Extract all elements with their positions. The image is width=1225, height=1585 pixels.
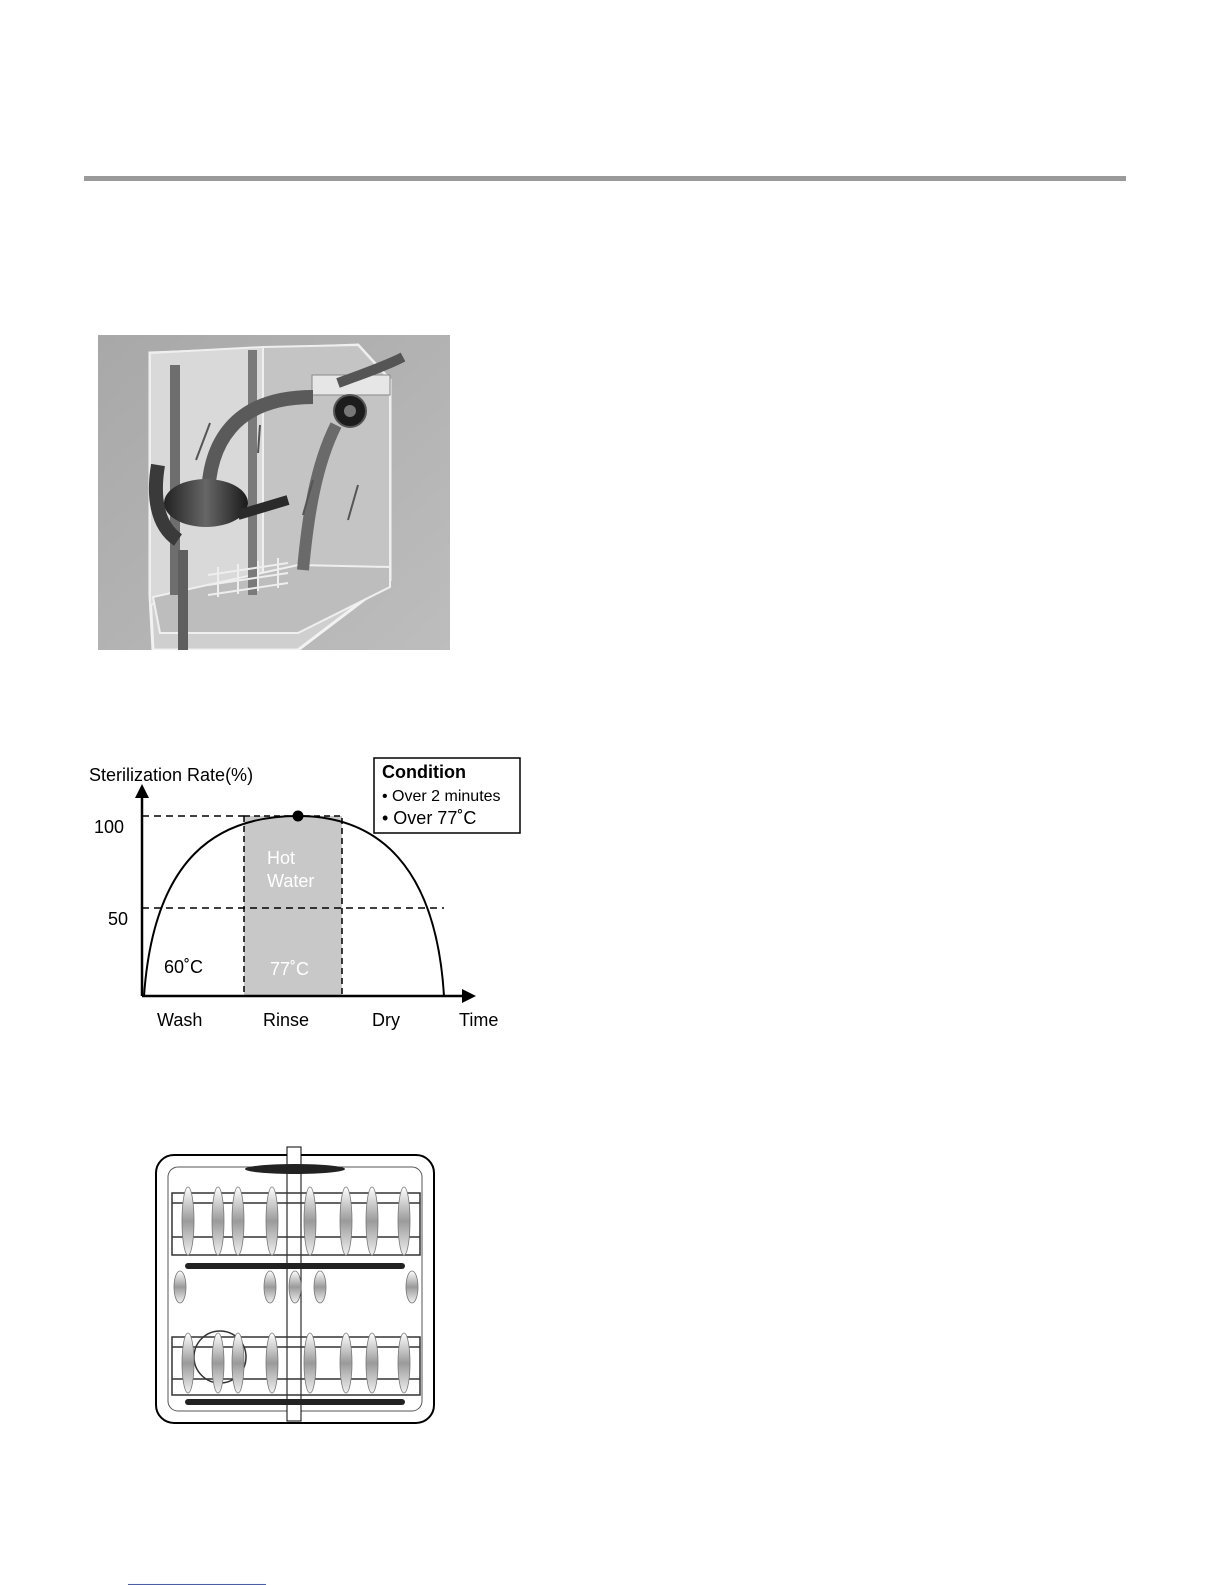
section-divider bbox=[84, 176, 1126, 181]
peak-marker bbox=[293, 811, 304, 822]
sterilization-chart bbox=[84, 752, 524, 1042]
dryer-airflow-illustration bbox=[98, 335, 450, 650]
spray-jet bbox=[406, 1271, 418, 1303]
spray-jet bbox=[304, 1187, 316, 1255]
fan-hub bbox=[344, 405, 356, 417]
spray-jet bbox=[182, 1333, 194, 1393]
dryer-airflow-svg bbox=[98, 335, 450, 650]
spray-jet bbox=[232, 1187, 244, 1255]
spray-arm-illustration bbox=[150, 1145, 440, 1430]
x-axis-label: Time bbox=[459, 1010, 499, 1030]
hot-water-label-line2: Water bbox=[267, 871, 315, 891]
footer-link-underline bbox=[128, 1573, 266, 1585]
x-axis-arrow bbox=[462, 989, 476, 1003]
bottom-spray-arm bbox=[185, 1399, 405, 1405]
condition-item-1: • Over 2 minutes bbox=[382, 788, 501, 805]
x-category-dry: Dry bbox=[372, 1010, 400, 1030]
spray-jet bbox=[340, 1333, 352, 1393]
spray-jet bbox=[340, 1187, 352, 1255]
x-category-wash: Wash bbox=[157, 1010, 203, 1030]
middle-spray-arm bbox=[185, 1263, 405, 1269]
spray-jet bbox=[266, 1333, 278, 1393]
hot-water-label-line1: Hot bbox=[267, 848, 296, 868]
y-tick-100: 100 bbox=[94, 817, 125, 837]
heater-drum bbox=[164, 479, 248, 527]
spray-jet bbox=[266, 1187, 278, 1255]
wash-temp-label: 60˚C bbox=[164, 957, 204, 977]
spray-jet bbox=[264, 1271, 276, 1303]
rinse-temp-label: 77˚C bbox=[270, 959, 310, 979]
y-axis-arrow bbox=[135, 784, 149, 798]
condition-item-2: • Over 77˚C bbox=[382, 808, 477, 828]
spray-jet bbox=[182, 1187, 194, 1255]
spray-arm-svg bbox=[150, 1145, 440, 1430]
x-category-rinse: Rinse bbox=[263, 1010, 310, 1030]
spray-jet bbox=[366, 1187, 378, 1255]
top-spray-arm bbox=[245, 1164, 345, 1174]
center-post bbox=[248, 350, 257, 595]
spray-jet bbox=[212, 1333, 224, 1393]
spray-jet bbox=[366, 1333, 378, 1393]
y-axis-label: Sterilization Rate(%) bbox=[89, 765, 254, 785]
spray-jet bbox=[212, 1187, 224, 1255]
spray-jet bbox=[314, 1271, 326, 1303]
spray-jet bbox=[174, 1271, 186, 1303]
sterilization-chart-svg bbox=[84, 752, 524, 1042]
spray-jet bbox=[232, 1333, 244, 1393]
spray-jet bbox=[289, 1271, 301, 1303]
spray-jet bbox=[398, 1333, 410, 1393]
spray-jet bbox=[304, 1333, 316, 1393]
condition-title: Condition bbox=[382, 762, 466, 782]
front-duct bbox=[178, 550, 188, 650]
y-tick-50: 50 bbox=[108, 909, 129, 929]
spray-jet bbox=[398, 1187, 410, 1255]
